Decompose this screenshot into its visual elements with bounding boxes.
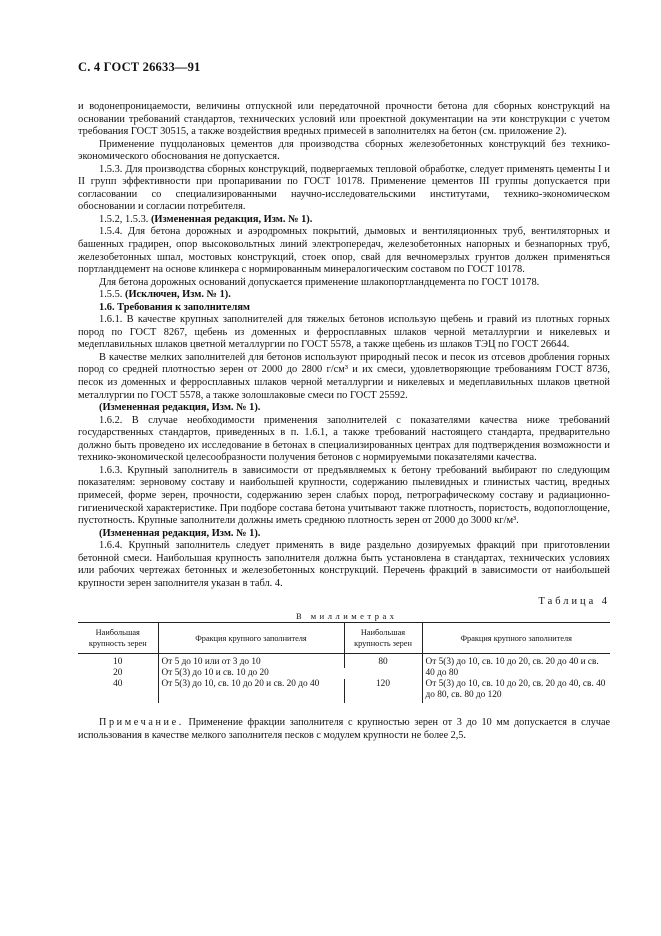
- table-cell: От 5 до 10 или от 3 до 10: [158, 654, 344, 669]
- paragraph: и водонепроницаемости, величины отпускной или передаточной прочности бетона для сборных конструкций на основании требований стандартов, технических условий или проектной документации на эти конструкции с учетом требования ГОСТ 30515, а также воздействия вредных примесей в заполнителях на бетон (см. приложение 2).: [78, 101, 610, 138]
- fractions-table: [78, 622, 610, 703]
- table-cell: 40: [78, 679, 158, 703]
- table-header-row: [78, 623, 610, 654]
- clause-ref: 1.5.2, 1.5.3.: [99, 213, 151, 225]
- table-cell: 10: [78, 654, 158, 669]
- paragraph: 1.6.2. В случае необходимости применения заполнителей с показателями качества ниже требований государственных стандартов, приведенных в п. 1.6.1, а также требований настоящего стандарта, предварительно должно быть проведено их исследование в бетонах в специализированных центрах для подтверждения возможности и технико-экономической целесообразности получения бетонов с нормируемыми показателями качества.: [78, 414, 610, 464]
- table-row: [78, 654, 610, 669]
- table-title: Таблица 4: [538, 596, 610, 608]
- table-cell: От 5(3) до 10, св. 10 до 20, св. 20 до 40 и св. 40 до 80: [425, 657, 599, 679]
- table-cell: 120: [344, 679, 422, 703]
- column-header: Наибольшая крупность зерен: [344, 623, 422, 654]
- table-cell: 20: [78, 668, 158, 679]
- table-cell: От 5(3) до 10, св. 10 до 20 и св. 20 до 40: [158, 679, 344, 703]
- amendment-label: (Измененная редакция, Изм. № 1).: [99, 402, 261, 414]
- table-row: [78, 679, 610, 703]
- body-text: [78, 101, 610, 590]
- paragraph: 1.6.1. В качестве крупных заполнителей для тяжелых бетонов использую щебень и гравий из плотных горных пород по ГОСТ 8267, щебень из доменных и ферросплавных шлаков черной металлургии и никелевых и медеплавильных шлаков цветной металлургии по ГОСТ 5578, а также щебень из шлаков ТЭЦ по ГОСТ 26644.: [78, 314, 610, 351]
- section-heading: 1.6. Требования к заполнителям: [99, 301, 251, 313]
- paragraph: В качестве мелких заполнителей для бетонов используют природный песок и песок из отсевов дробления горных пород со средней плотностью зерен от 2000 до 2800 г/см³ и их смеси, удовлетворяющие требованиям ГОСТ 8736, песок из доменных и ферросплавных шлаков черной металлургии и никелевых и медеплавильных шлаков цветной металлургии по ГОСТ 5578, а также золошлаковые смеси по ГОСТ 25592.: [78, 351, 610, 401]
- amendment-note: [78, 214, 610, 227]
- amendment-note: [78, 289, 610, 302]
- table-cell: От 5(3) до 10 и св. 10 до 20: [161, 668, 269, 679]
- page-header: С. 4 ГОСТ 26633—91: [78, 60, 201, 74]
- amendment-label: (Измененная редакция, Изм. № 1).: [150, 213, 313, 225]
- column-header: Наибольшая крупность зерен: [78, 623, 158, 654]
- paragraph: 1.6.3. Крупный заполнитель в зависимости от предъявляемых к бетону требований выбирают по следующим показателям: зерновому составу и наибольшей крупности, содержанию пылевидных и глинистых частиц, вредных примесей, форме зерен, прочности, содержанию зерен слабых пород, петрографическому составу и радиационно-гигиенической характеристике. При подборе состава бетона учитывают также плотность, пористость, водопоглощение, пустотность. Крупные заполнители должны иметь среднюю плотность зерен от 2000 до 3000 кг/м³.: [78, 464, 610, 527]
- paragraph: Применение пуццолановых цементов для производства сборных железобетонных конструкций без технико-экономического обоснования не допускается.: [78, 138, 610, 163]
- paragraph: Для бетона дорожных оснований допускается применение шлакопортландцемента по ГОСТ 10178.: [99, 276, 540, 288]
- table-cell: От 5(3) до 10, св. 10 до 20, св. 20 до 40, св. 40 до 80, св. 80 до 120: [425, 679, 606, 701]
- paragraph: 1.5.4. Для бетона дорожных и аэродромных покрытий, дымовых и вентиляционных труб, вентиляторных и башенных градирен, опор высоковольтных линий электропередач, железобетонных напорных и безнапорных труб, железобетонных шпал, мостовых конструкций, стоек опор, свай для вечномерзлых грунтов должен применяться портландцемент на основе клинкера с нормированным минералогическим составом по ГОСТ 10178.: [78, 226, 610, 276]
- column-header: Фракция крупного заполнителя: [158, 623, 344, 654]
- paragraph: 1.6.4. Крупный заполнитель следует применять в виде раздельно дозируемых фракций при приготовлении бетонной смеси. Наибольшая крупность заполнителя должна быть установлена в стандартах, технических условиях или рабочих чертежах бетонных и железобетонных конструкций. Перечень фракций в зависимости от наибольшей крупности зерен заполнителя указан в табл. 4.: [78, 540, 610, 589]
- amendment-label: (Исключен, Изм. № 1).: [124, 289, 231, 301]
- amendment-label: (Измененная редакция, Изм. № 1).: [99, 527, 261, 539]
- table-units: В миллиметрах: [296, 611, 398, 622]
- note-label: Примечание.: [99, 717, 184, 729]
- table-cell: 80: [344, 654, 422, 680]
- column-header: Фракция крупного заполнителя: [422, 623, 610, 654]
- paragraph: 1.5.3. Для производства сборных конструкций, подвергаемых тепловой обработке, следует применять цементы I и II групп эффективности при пропаривании по ГОСТ 10178. Применение цементов III группы допускается при согласовании со специализированными научно-исследовательскими институтами, технико-экономическом обосновании и согласии потребителя.: [78, 163, 610, 213]
- table-caption: [78, 590, 610, 620]
- clause-ref: 1.5.5.: [99, 289, 125, 301]
- document-page: [78, 60, 610, 753]
- table-note: [78, 717, 610, 742]
- note-text: Применение фракции заполнителя с крупностью зерен от 3 до 10 мм допускается в случае использования в качестве мелкого заполнителя песков с модулем крупности не более 2,5.: [78, 717, 610, 741]
